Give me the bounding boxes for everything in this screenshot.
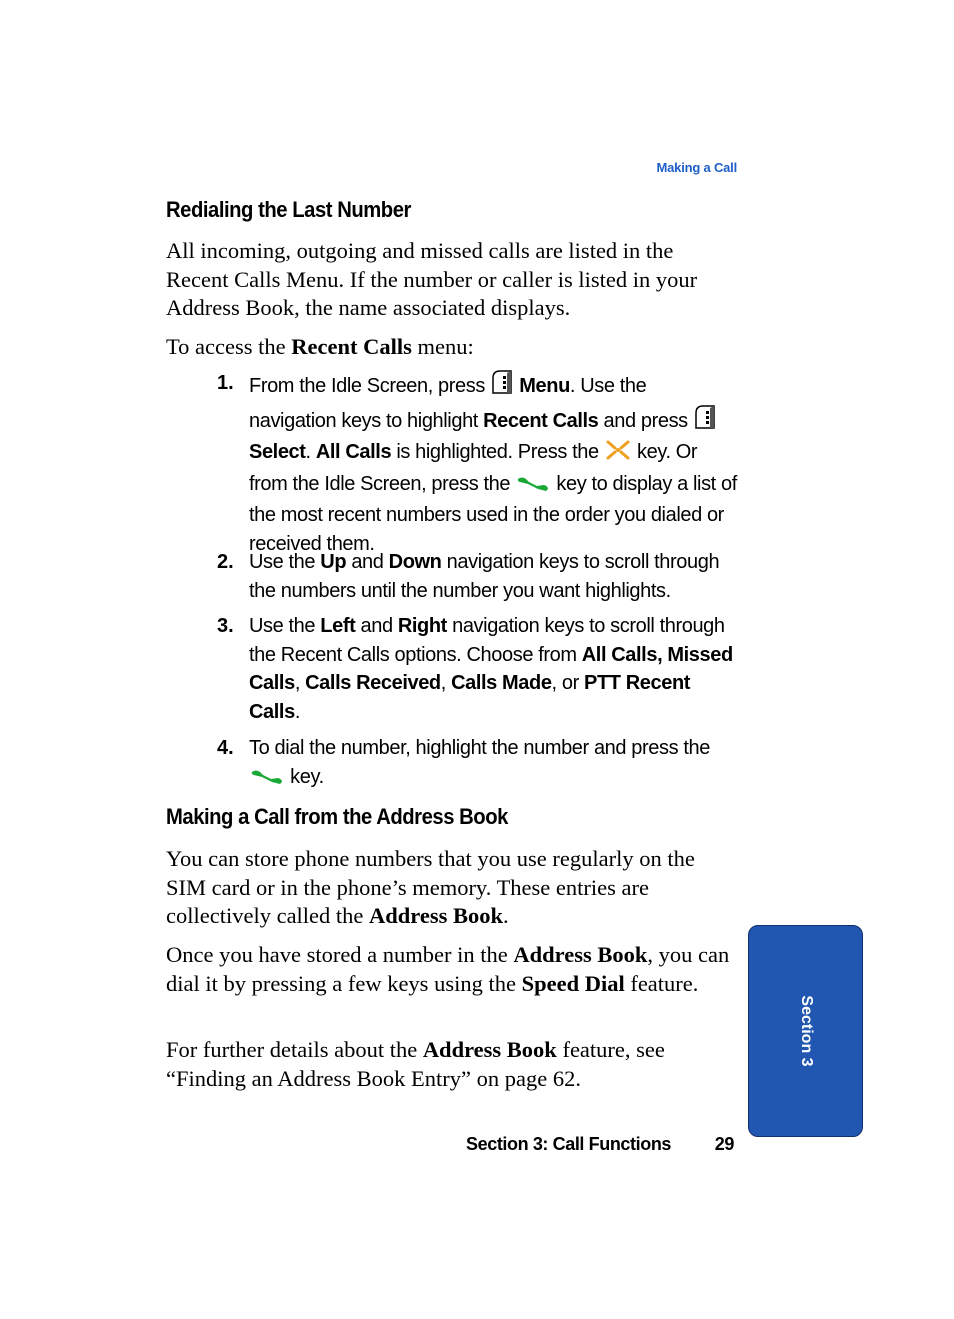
intro-paragraph: All incoming, outgoing and missed calls are listed in the Recent Calls Menu. If the number or caller is listed in your Address Book, the name associated displays. [166,238,698,320]
left-soft-key-icon [693,404,717,439]
left-soft-key-icon [490,369,514,404]
send-key-icon [249,766,285,795]
step-number: 2. [217,551,234,573]
running-header: Making a Call [656,160,737,175]
navigation-key-icon [604,439,632,470]
section-heading-redial: Redialing the Last Number [166,197,411,222]
step-number: 1. [217,372,234,394]
address-book-paragraph-3: For further details about the Address Book feature, see “Finding an Address Book Entry” on page 62. [166,1037,665,1091]
send-key-icon [515,473,551,502]
access-paragraph: To access the Recent Calls menu: [166,334,474,359]
step-number: 4. [217,737,234,759]
section-heading-address-book: Making a Call from the Address Book [166,804,508,829]
footer-chapter: Section 3: Call Functions [466,1134,672,1154]
side-tab-label: Section 3 [797,995,815,1067]
step-number: 3. [217,615,234,637]
address-book-paragraph-1: You can store phone numbers that you use regularly on the SIM card or in the phone’s memory. These entries are collectively called the Address Book. [166,846,695,928]
address-book-paragraph-2: Once you have stored a number in the Address Book, you can dial it by pressing a few keys using the Speed Dial feature. [166,942,730,996]
section-side-tab [748,925,863,1137]
page-footer [466,1134,734,1155]
page-number: 29 [714,1134,734,1154]
